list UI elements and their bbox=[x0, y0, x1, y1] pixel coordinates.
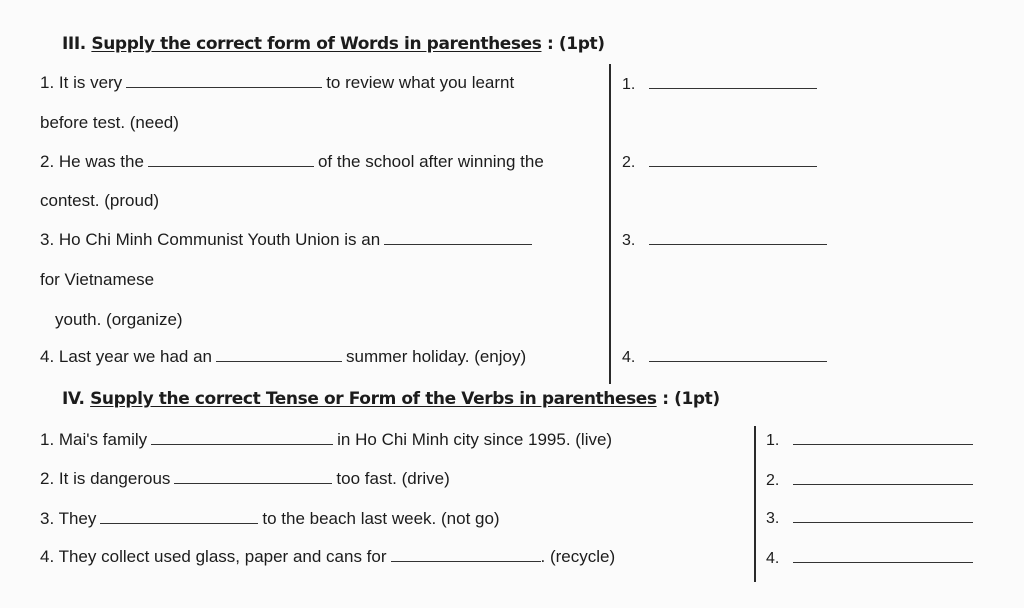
s3-q4-blank[interactable] bbox=[216, 360, 342, 362]
s4-q3-blank[interactable] bbox=[100, 522, 258, 524]
s4-answer-1: 1. bbox=[766, 432, 977, 450]
section-4-points: : (1pt) bbox=[662, 389, 720, 409]
section-3-heading bbox=[62, 34, 605, 54]
s3-question-3-cont2: youth. (organize) bbox=[55, 310, 183, 329]
s4-answer-4: 4. bbox=[766, 550, 977, 568]
s3-answer-1: 1. bbox=[622, 76, 821, 94]
s4-question-1: 1. Mai's family in Ho Chi Minh city since 1995. (live) bbox=[40, 430, 613, 449]
s4-q1-blank[interactable] bbox=[151, 443, 333, 445]
s4-q2-blank[interactable] bbox=[174, 482, 332, 484]
s3-question-3-cont: for Vietnamese bbox=[40, 270, 155, 289]
s3-question-4: 4. Last year we had an summer holiday. (enjoy) bbox=[40, 347, 527, 366]
section-3-title: Supply the correct form of Words in parentheses bbox=[91, 34, 542, 54]
s4-answer-1-blank[interactable] bbox=[793, 443, 973, 445]
s3-answer-4: 4. bbox=[622, 349, 831, 367]
s4-answer-divider bbox=[754, 426, 756, 582]
s3-q1-blank[interactable] bbox=[126, 86, 322, 88]
s3-question-3: 3. Ho Chi Minh Communist Youth Union is an bbox=[40, 230, 536, 250]
section-3-points: : (1pt) bbox=[547, 34, 605, 54]
s3-answer-3: 3. bbox=[622, 232, 831, 250]
s3-question-1-cont: before test. (need) bbox=[40, 113, 179, 132]
section-4-heading bbox=[62, 389, 720, 409]
s4-q4-blank[interactable] bbox=[391, 560, 541, 562]
s4-answer-4-blank[interactable] bbox=[793, 561, 973, 563]
s4-question-4: 4. They collect used glass, paper and cans for . (recycle) bbox=[40, 547, 616, 566]
s3-question-1: 1. It is very to review what you learnt bbox=[40, 73, 515, 92]
s4-question-3: 3. They to the beach last week. (not go) bbox=[40, 509, 500, 528]
s4-answer-2-blank[interactable] bbox=[793, 483, 973, 485]
s4-answer-2: 2. bbox=[766, 472, 977, 490]
section-4-number: IV. bbox=[62, 389, 85, 409]
s3-answer-4-blank[interactable] bbox=[649, 360, 827, 362]
s3-answer-1-blank[interactable] bbox=[649, 87, 817, 89]
s3-answer-2: 2. bbox=[622, 154, 821, 172]
s3-question-2: 2. He was the of the school after winning the bbox=[40, 152, 544, 171]
s4-answer-3: 3. bbox=[766, 510, 977, 528]
s3-answer-2-blank[interactable] bbox=[649, 165, 817, 167]
section-4-title: Supply the correct Tense or Form of the Verbs in parentheses bbox=[90, 389, 657, 409]
s4-question-2: 2. It is dangerous too fast. (drive) bbox=[40, 469, 450, 488]
s3-q3-blank[interactable] bbox=[384, 243, 532, 245]
section-3-number: III. bbox=[62, 34, 86, 54]
s3-answer-divider bbox=[609, 64, 611, 384]
s4-answer-3-blank[interactable] bbox=[793, 521, 973, 523]
s3-question-2-cont: contest. (proud) bbox=[40, 191, 160, 210]
s3-answer-3-blank[interactable] bbox=[649, 243, 827, 245]
s3-q2-blank[interactable] bbox=[148, 165, 314, 167]
